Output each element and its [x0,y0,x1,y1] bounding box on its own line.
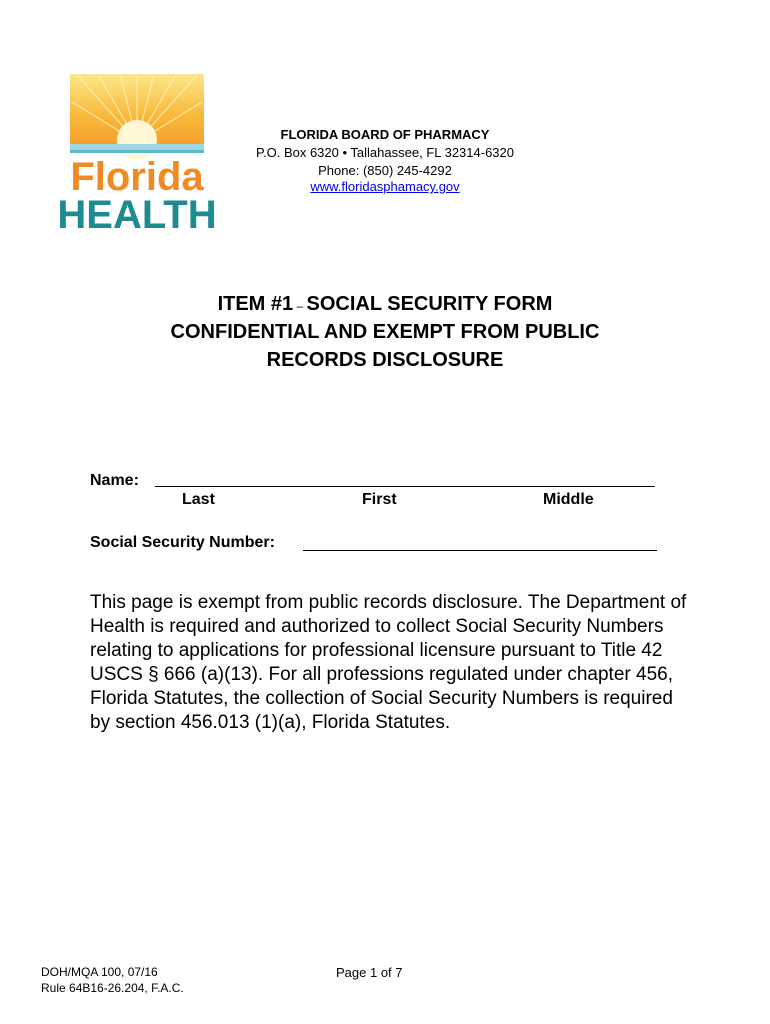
name-last-label: Last [182,491,215,508]
florida-health-logo [57,72,217,237]
svg-text:Florida: Florida [70,155,204,199]
footer-rule: Rule 64B16-26.204, F.A.C. [41,981,184,995]
page-title-line-3: RECORDS DISCLOSURE [266,349,504,371]
page-title-line-2: CONFIDENTIAL AND EXEMPT FROM PUBLIC [170,321,600,343]
disclosure-paragraph: This page is exempt from public records disclosure. The Department of Health is required and authorized to collect Social Security Numbers relating to applications for professional licensure pursuant to Title 42 USCS § 666 (a)(13). For all professions regulated under chapter 456, Florida Statutes, the collection of Social Security Numbers is required by section 456.013 (1)(a), Florida Statutes. [90,592,687,733]
board-website-link[interactable]: www.floridasphamacy.gov [310,179,460,194]
ssn-label: Social Security Number: [90,534,275,551]
page-title-line-1 [70,290,700,320]
name-first-label: First [362,491,397,508]
name-middle-label: Middle [543,491,594,508]
name-field[interactable] [155,486,655,487]
board-address: P.O. Box 6320 • Tallahassee, FL 32314-6320 [256,145,514,160]
title-item-number: ITEM #1 [217,293,294,315]
footer-page-number: Page 1 of 7 [336,965,403,980]
svg-text:HEALTH: HEALTH [57,193,217,237]
board-name: FLORIDA BOARD OF PHARMACY [280,127,490,142]
title-dash: – [293,299,307,313]
title-form-name: SOCIAL SECURITY FORM [306,293,553,315]
ssn-field[interactable] [303,550,657,551]
board-phone: Phone: (850) 245-4292 [318,163,452,178]
footer-form-id: DOH/MQA 100, 07/16 [41,965,158,979]
name-label: Name: [90,472,139,489]
